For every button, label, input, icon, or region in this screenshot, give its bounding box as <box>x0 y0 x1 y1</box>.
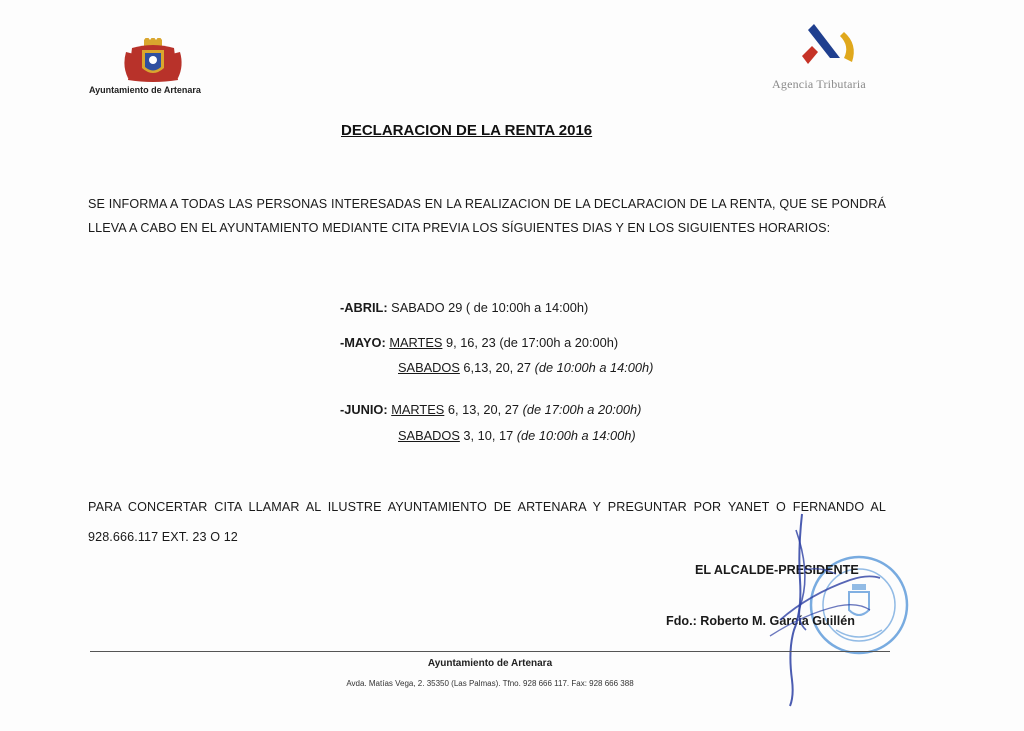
mayo-hours-sabados: (de 10:00h a 14:00h) <box>534 360 654 375</box>
month-label-abril: -ABRIL: <box>340 300 388 315</box>
intro-paragraph: SE INFORMA A TODAS LAS PERSONAS INTERESADAS EN LA REALIZACION DE LA DECLARACION DE LA RENTA, QUE SE PONDRÁ LLEVA A CABO EN EL AYUNTAMIENTO MEDIANTE CITA PREVIA LOS SÍGUIENTES DIAS Y EN LOS SIGUIENTES HORARIOS: <box>88 197 886 235</box>
footer-address: Avda. Matías Vega, 2. 35350 (Las Palmas). Tfno. 928 666 117. Fax: 928 666 388 <box>346 679 634 688</box>
junio-dates-sabados: 3, 10, 17 <box>459 428 517 443</box>
schedule-junio-line2 <box>398 428 636 443</box>
junio-dates-martes: 6, 13, 20, 27 <box>444 402 523 417</box>
footer-org-name: Ayuntamiento de Artenara <box>427 658 553 669</box>
agencia-tributaria-icon <box>800 22 866 76</box>
month-label-mayo: -MAYO: <box>340 335 386 350</box>
right-org-name: Agencia Tributaria <box>772 77 866 91</box>
junio-day-martes: MARTES <box>391 402 445 417</box>
schedule-mayo-line2 <box>398 360 653 375</box>
left-org-name: Ayuntamiento de Artenara <box>89 85 201 95</box>
signatory-name: Fdo.: Roberto M. García Guillén <box>666 614 855 628</box>
abril-text: SABADO 29 ( de 10:00h a 14:00h) <box>387 300 589 315</box>
month-label-junio: -JUNIO: <box>340 402 388 417</box>
contact-paragraph: PARA CONCERTAR CITA LLAMAR AL ILUSTRE AYUNTAMIENTO DE ARTENARA Y PREGUNTAR POR YANET O FERNANDO AL 928.666.117 EXT. 23 O 12 <box>88 500 886 544</box>
mayo-dates-martes: 9, 16, 23 (de 17:00h a 20:00h) <box>442 335 619 350</box>
junio-hours-martes: (de 17:00h a 20:00h) <box>522 402 642 417</box>
signatory-title: EL ALCALDE-PRESIDENTE <box>695 563 859 577</box>
mayo-day-martes: MARTES <box>389 335 443 350</box>
schedule-mayo-line1 <box>340 335 618 350</box>
schedule-abril <box>340 300 588 315</box>
municipal-crest-icon <box>118 38 188 86</box>
mayo-day-sabados: SABADOS <box>398 360 460 375</box>
junio-day-sabados: SABADOS <box>398 428 460 443</box>
footer-divider <box>90 651 890 652</box>
mayo-dates-sabados: 6,13, 20, 27 <box>459 360 535 375</box>
page-title: DECLARACION DE LA RENTA 2016 <box>341 122 593 139</box>
junio-hours-sabados: (de 10:00h a 14:00h) <box>516 428 636 443</box>
schedule-junio-line1 <box>340 402 641 417</box>
